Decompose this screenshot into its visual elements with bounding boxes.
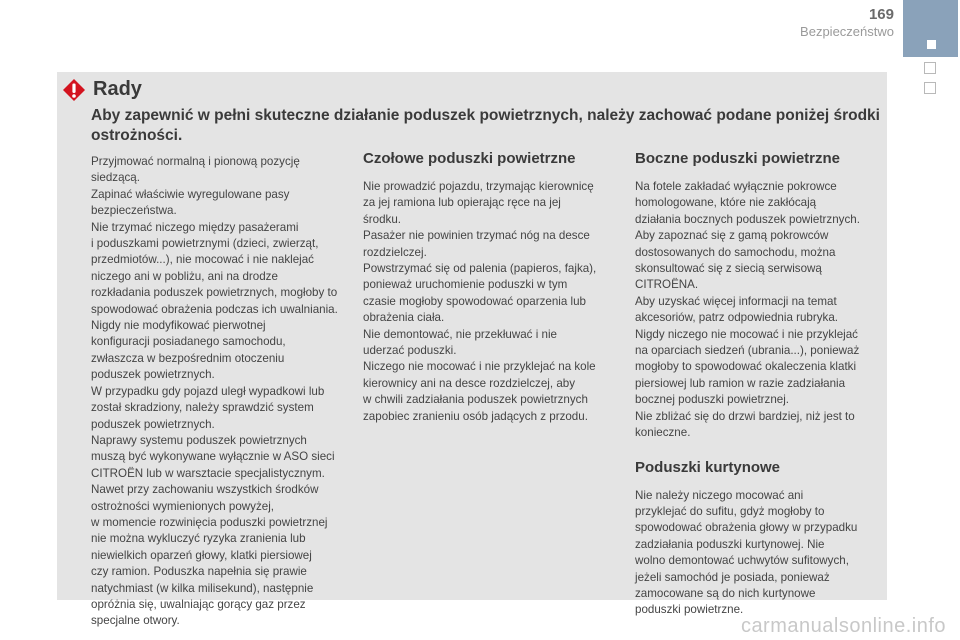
watermark: carmanualsonline.info — [740, 615, 946, 637]
curtain-airbags-heading: Poduszki kurtynowe — [635, 458, 781, 476]
column-front-airbags — [363, 149, 625, 425]
text-line: zapobiec zranieniu osób jadących z przodu. — [363, 409, 588, 423]
page-number: 169 — [868, 6, 894, 23]
text-line: środku. — [363, 212, 402, 226]
text-line: homologowane, które nie zakłócają — [635, 196, 817, 210]
chapter-tab-empty-2[interactable] — [924, 82, 936, 94]
text-line: konfiguracji posiadanego samochodu, — [91, 335, 286, 349]
text-line: ostrożności wymienionych powyżej, — [91, 499, 274, 513]
text-line: dostosowanych do samochodu, można — [635, 245, 836, 259]
text-line: Na fotele zakładać wyłącznie pokrowce — [635, 180, 837, 193]
text-line: rozdzielczej. — [363, 245, 427, 259]
text-line: w momencie rozwinięcia poduszki powietrznej — [91, 515, 328, 529]
text-line: wolno demontować uchwytów sufitowych, — [635, 554, 849, 568]
text-line: Nie zbliżać się do drzwi bardziej, niż jest to — [635, 409, 855, 423]
column-general — [91, 154, 353, 630]
text-line: zamocowane są do nich kurtynowe — [635, 586, 816, 600]
text-line: poduszki powietrzne. — [635, 603, 744, 617]
text-line: czasie mogłoby spowodować oparzenia lub — [363, 294, 586, 308]
column-side-airbags — [635, 149, 885, 619]
text-line: niczego ani w pobliżu, ani na drodze — [91, 269, 278, 283]
text-line: ponieważ uruchomienie poduszki w tym — [363, 278, 568, 292]
text-line: akcesoriów, patrz odpowiednia rubryka. — [635, 311, 838, 325]
text-line: uderzać poduszki. — [363, 344, 457, 358]
text-line: został skradziony, należy sprawdzić system — [91, 401, 314, 415]
text-line: W przypadku gdy pojazd uległ wypadkowi lub — [91, 384, 325, 398]
text-line: Nie trzymać niczego między pasażerami — [91, 220, 299, 234]
text-line: Pasażer nie powinien trzymać nóg na desce — [363, 229, 590, 243]
text-line: Nigdy niczego nie mocować i nie przyklejać — [635, 327, 858, 341]
text-line: spowodować obrażenia głowy w przypadku — [635, 521, 858, 535]
text-line: nie można wykluczyć ryzyka zranienia lub — [91, 532, 306, 546]
text-line: Przyjmować normalną i pionową pozycję — [91, 155, 300, 168]
text-line: mogłoby to spowodować okaleczenia klatki — [635, 360, 857, 374]
text-line: Powstrzymać się od palenia (papieros, fajka), — [363, 262, 597, 276]
text-line: Zapinać właściwie wyregulowane pasy — [91, 187, 290, 201]
text-line: zwłaszcza w bezpośrednim otoczeniu — [91, 351, 285, 365]
text-line: Naprawy systemu poduszek powietrznych — [91, 433, 307, 447]
text-line: spowodować obrażenia podczas ich uwalniania. — [91, 302, 338, 316]
text-line: bocznej poduszki powietrznej. — [635, 393, 790, 407]
text-line: Aby zapoznać się z gamą pokrowców — [635, 229, 829, 243]
section-title: Bezpieczeństwo — [800, 24, 894, 39]
text-line: bezpieczeństwa. — [91, 204, 177, 218]
chapter-tab-empty-1[interactable] — [924, 62, 936, 74]
advice-lead: Aby zapewnić w pełni skuteczne działanie poduszek powietrznych, należy zachować podane poniżej środki ostrożności. — [91, 107, 880, 144]
text-line: Nigdy nie modyfikować pierwotnej — [91, 319, 266, 333]
text-line: przyklejać do sufitu, gdyż mogłoby to — [635, 504, 825, 518]
text-line: opróżnia się, uwalniając gorący gaz przez — [91, 597, 306, 611]
text-line: niewielkich oparzeń głowy, klatki piersiowej — [91, 548, 312, 562]
text-line: Nawet przy zachowaniu wszystkich środków — [91, 483, 319, 497]
text-line: rozkładania poduszek powietrznych, mogłoby to — [91, 286, 338, 300]
text-line: Nie demontować, nie przekłuwać i nie — [363, 327, 557, 341]
text-line: jeżeli samochód je posiada, ponieważ — [635, 570, 830, 584]
text-line: w chwili zadziałania poduszek powietrznych — [363, 393, 588, 407]
text-line: na oparciach siedzeń (ubrania...), ponieważ — [635, 344, 860, 358]
text-line: natychmiast (w kilka milisekund), następnie — [91, 581, 314, 595]
text-line: obrażenia ciała. — [363, 311, 445, 325]
text-line: zadziałania poduszki kurtynowej. Nie — [635, 537, 825, 551]
text-line: poduszek powietrznych. — [91, 417, 215, 431]
text-line: konieczne. — [635, 426, 691, 440]
advice-title: Rady — [93, 78, 142, 100]
text-line: siedzącą. — [91, 171, 140, 185]
text-line: Nie prowadzić pojazdu, trzymając kierownicę — [363, 180, 594, 193]
text-line: za jej ramiona lub opierając ręce na jej — [363, 196, 561, 210]
chapter-tab[interactable] — [903, 0, 958, 57]
text-line: skonsultować się z siecią serwisową — [635, 262, 822, 276]
text-line: przedmiotów...), nie mocować i nie naklejać — [91, 253, 314, 267]
text-line: i poduszkami powietrznymi (dzieci, zwierząt, — [91, 237, 319, 251]
text-line: Aby uzyskać więcej informacji na temat — [635, 294, 837, 308]
warning-icon — [62, 78, 86, 102]
text-line: poduszek powietrznych. — [91, 368, 215, 382]
text-line: czy ramion. Poduszka napełnia się prawie — [91, 565, 307, 579]
text-line: CITROËN lub w warsztacie specjalistycznym. — [91, 466, 325, 480]
front-airbags-heading: Czołowe poduszki powietrzne — [363, 150, 576, 167]
text-line: muszą być wykonywane wyłącznie w ASO sieci — [91, 450, 335, 464]
text-line: działania bocznych poduszek powietrznych. — [635, 212, 860, 226]
text-line: CITROËNA. — [635, 278, 699, 292]
text-line: specjalne otwory. — [91, 614, 180, 628]
text-line: Niczego nie mocować i nie przyklejać na kole — [363, 360, 596, 374]
text-line: piersiowej lub ramion w razie zadziałania — [635, 376, 846, 390]
text-line: kierownicy ani na desce rozdzielczej, aby — [363, 376, 576, 390]
tab-marker — [927, 40, 936, 49]
text-line: Nie należy niczego mocować ani — [635, 488, 804, 502]
side-airbags-heading: Boczne poduszki powietrzne — [635, 150, 841, 167]
